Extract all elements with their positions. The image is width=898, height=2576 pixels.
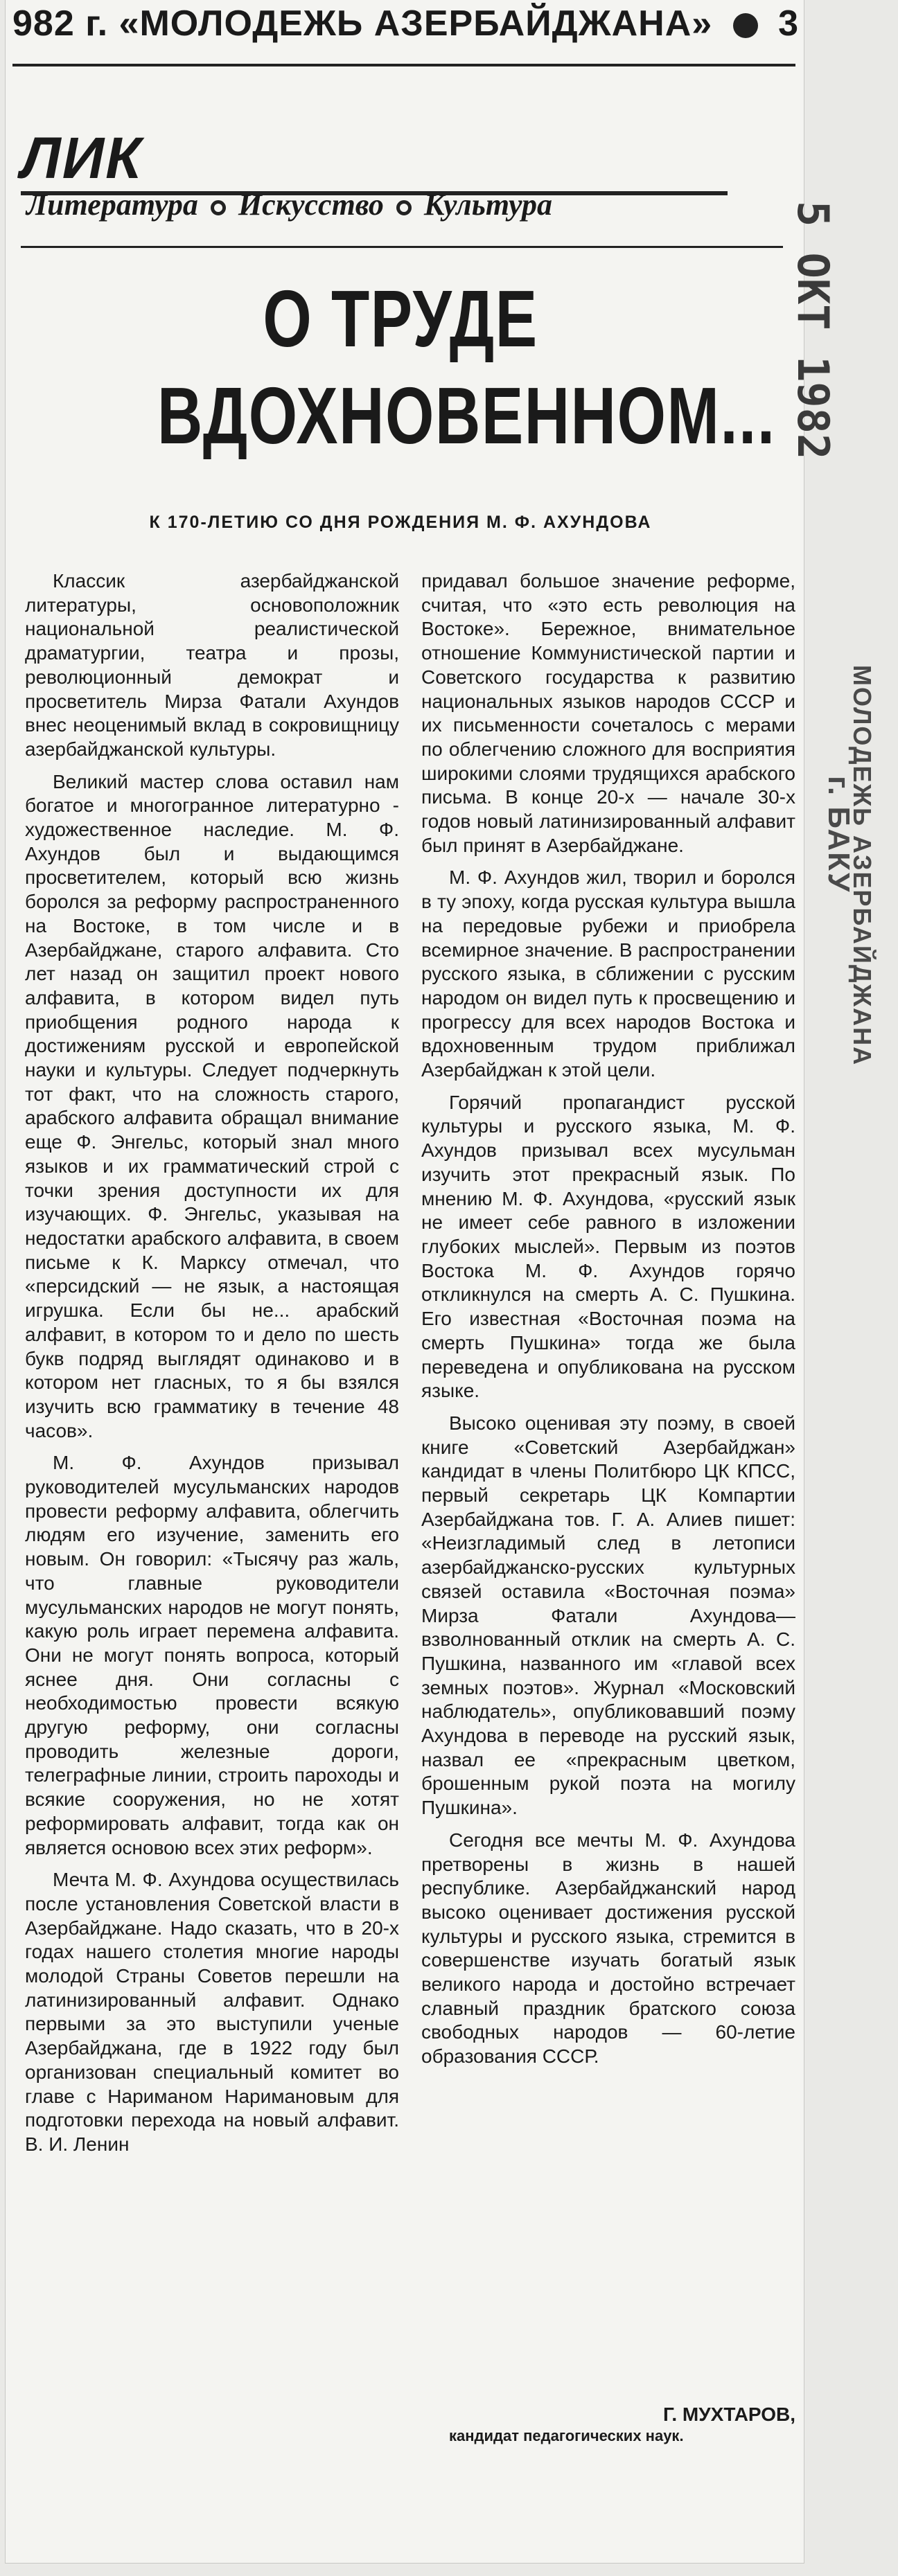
newspaper-name-stamp [822,665,890,1115]
section-culture: Культура [423,188,552,222]
subheadline: К 170-ЛЕТИЮ СО ДНЯ РОЖДЕНИЯ М. Ф. АХУНДОВА [149,513,652,532]
headline-line-2: ВДОХНОВЕННОМ... [157,371,776,461]
section-art: Искусство [238,188,384,222]
rubric-title: ЛИК [21,125,143,190]
circle-bullet-icon [396,200,412,215]
article-column-2 [421,569,795,2077]
paragraph: М. Ф. Ахундов призывал руководителей мусульманских народов провести реформу алфавита, облегчить людям его изучение, заменить его новым. Он говорил: «Тысячу раз жаль, что главные руководители мусульманских народов не могут понять, какую роль играет перемена алфавита. Они не могут понять вопроса, который яснее дня. Они согласны с необходимостью провести всякую другую реформу, они согласны проводить железные дороги, телеграфные линии, строить пароходы и всякие сооружения, но не хотят реформировать алфавит, тогда как он является основою всех этих реформ». [25,1452,399,1858]
article-column-1 [25,569,399,2165]
masthead-title: «МОЛОДЕЖЬ АЗЕРБАЙДЖАНА» [118,3,713,44]
headline-line-1: О ТРУДЕ [263,274,538,364]
newspaper-clipping [6,0,804,2563]
paragraph: Высоко оценивая эту поэму, в своей книге «Советский Азербайджан» кандидат в члены Политбюро ЦК КПСС, первый секретарь ЦК Компартии Азербайджана тов. Г. А. Алиев пишет: «Неизгладимый след в летописи азербайджанско-русских культурных связей оставила «Восточная поэма» Мирза Фатали Ахундова—взволнованный отклик на смерть А. С. Пушкина, названного им «главой всех земных поэтов». Журнал «Московский наблюдатель», опубликовавший поэму Ахундова в переводе на русский язык, назвал ее «прекрасным цветком, брошенным рукой поэта на могилу Пушкина». [421,1412,795,1819]
paragraph: Классик азербайджанской литературы, основоположник национальной реалистической драматургии, театра и прозы, революционный демократ и просветитель Мирза Фатали Ахундов внес неоценимый вклад в сокровищницу азербайджанской культуры. [25,570,399,760]
section-literature: Литература [26,188,198,222]
stamp-date: 5 ОКТ 1982 [788,201,838,460]
headline [157,270,776,464]
masthead [12,3,800,66]
paragraph: Великий мастер слова оставил нам богатое и многогранное литературно - художественное наследие. М. Ф. Ахундов был и выдающимся просветителем, который всю жизнь боролся за реформу распространенного на Востоке, в том числе и в Азербайджане, старого алфавита. Сто лет назад он защитил проект нового алфавита, в котором видел путь приобщения родного народа к достижениям русской и европейской науки и культуры. Следует подчеркнуть тот факт, что на сложность старого, арабского алфавита обращал внимание еще Ф. Энгельс, который знал много языков и их грамматический строй с точки зрения доступности их для изучающих. Ф. Энгельс, указывая на недостатки арабского алфавита, в своем письме к К. Марксу отмечал, что «персидский — не язык, а настоящая игрушка. Если бы не... арабский алфавит, в котором то и дело по шесть букв подряд выглядят одинаково и в котором нет гласных, то я бы взялся изучить всю грамматику в течение 48 часов». [25,770,399,1441]
bullet-icon [733,13,758,38]
paragraph: Мечта М. Ф. Ахундова осуществилась после установления Советской власти в Азербайджане. Надо сказать, что в 20-х годах нашего столетия многие народы молодой Страны Советов перешли на латинизированный алфавит. Однако первыми за это выступили ученые Азербайджана, где в 1922 году был организован специальный комитет во главе с Нариманом Наримановым для подготовки перехода на новый алфавит. В. И. Ленин [25,1869,399,2155]
paragraph: Сегодня все мечты М. Ф. Ахундова претворены в жизнь в нашей республике. Азербайджанский народ высоко оценивает достижения русской культуры и русского языка, стремится в совершенстве изучать богатый язык великого народа и достойно встречает славный праздник братского союза свободных народов — 60-летие образования СССР. [421,1829,795,2068]
circle-bullet-icon [211,200,226,215]
paragraph: Горячий пропагандист русской культуры и русского языка, М. Ф. Ахундов призывал всех мусульман изучить этот прекрасный язык. По мнению М. Ф. Ахундова, «русский язык не имеет себе равного в изложении глубоких мыслей». Первым из поэтов Востока М. Ф. Ахундов горячо откликнулся на смерть А. С. Пушкина. Его известная «Восточная поэма на смерть Пушкина» тогда же была переведена и опубликована на русском языке. [421,1091,795,1402]
masthead-page: 3 [778,3,800,44]
stamp-city: г. БАКУ [822,776,856,894]
paragraph: придавал большое значение реформе, считая, что «это есть революция на Востоке». Бережное, внимательное отношение Коммунистической партии и Советского государства к развитию национальных языков народов СССР и их письменности сочеталось с мерами по облегчению сложного для восприятия широкими слоями трудящихся арабского письма. В конце 20-х — начале 30-х годов новый латинизированный алфавит был принят в Азербайджане. [421,570,795,856]
date-stamp [464,201,838,460]
author-signature [421,2404,795,2446]
author-name: Г. МУХТАРОВ, [663,2404,795,2425]
masthead-year: 982 г. [12,3,109,44]
author-position: кандидат педагогических наук. [449,2427,684,2444]
stamp-newspaper: МОЛОДЕЖЬ АЗЕРБАЙДЖАНА [848,665,877,1067]
paragraph: М. Ф. Ахундов жил, творил и боролся в ту эпоху, когда русская культура вышла на передовые рубежи и приобрела всемирное значение. В распространении русского языка, в сближении с русским народом он видел путь к просвещению и прогрессу для всех народов Востока и вдохновенным трудом приближал Азербайджан к этой цели. [421,867,795,1081]
